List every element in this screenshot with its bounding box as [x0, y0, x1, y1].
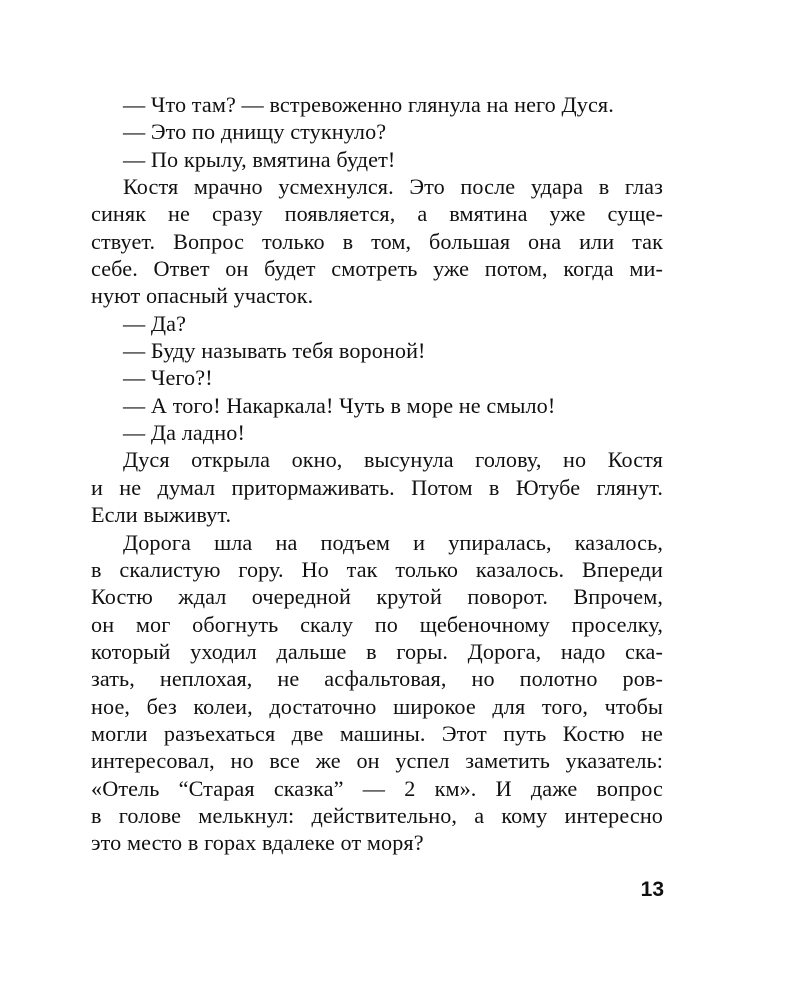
text-line: ное, без колеи, достаточно широкое для того, чтобы — [91, 693, 663, 719]
text-line: он мог обогнуть скалу по щебеночному проселку, — [91, 611, 663, 637]
text-line: — Буду называть тебя вороной! — [123, 338, 426, 364]
text-line: — А того! Накаркала! Чуть в море не смыло! — [123, 392, 556, 418]
text-line: — Да ладно! — [123, 420, 245, 446]
text-line: Костю ждал очередной крутой поворот. Впрочем, — [91, 584, 663, 610]
text-line: Если выживут. — [91, 502, 232, 528]
text-line: зать, неплохая, не асфальтовая, но полотно ров- — [91, 666, 663, 692]
text-line: нуют опасный участок. — [91, 283, 314, 309]
text-line: себе. Ответ он будет смотреть уже потом, когда ми- — [91, 256, 663, 282]
text-line: — Это по днищу стукнуло? — [123, 119, 387, 145]
text-line: — Да? — [123, 310, 187, 336]
text-line: и не думал притормаживать. Потом в Ютубе глянут. — [91, 474, 663, 500]
page-number: 13 — [640, 878, 664, 901]
text-line: это место в горах вдалеке от моря? — [91, 830, 424, 856]
text-line: ствует. Вопрос только в том, большая она или так — [91, 228, 663, 254]
book-page-text — [91, 91, 663, 857]
text-line: синяк не сразу появляется, а вмятина уже суще- — [91, 201, 663, 227]
text-line: в скалистую гору. Но так только казалось. Впереди — [91, 556, 663, 582]
text-line: который уходил дальше в горы. Дорога, надо ска- — [91, 638, 663, 664]
text-line: Дорога шла на подъем и упиралась, казалось, — [123, 529, 663, 555]
text-line: в голове мелькнул: действительно, а кому интересно — [91, 802, 663, 828]
text-line: — Что там? — встревоженно глянула на него Дуся. — [123, 92, 614, 117]
text-line: могли разъехаться две машины. Этот путь Костю не — [91, 720, 663, 746]
text-line: Костя мрачно усмехнулся. Это после удара в глаз — [123, 174, 663, 200]
text-line: Дуся открыла окно, высунула голову, но Костя — [123, 447, 663, 473]
text-line: — Чего?! — [123, 365, 213, 391]
text-line: «Отель “Старая сказка” — 2 км». И даже вопрос — [91, 775, 663, 801]
text-line: интересовал, но все же он успел заметить указатель: — [91, 748, 663, 774]
text-line: — По крылу, вмятина будет! — [123, 146, 396, 172]
